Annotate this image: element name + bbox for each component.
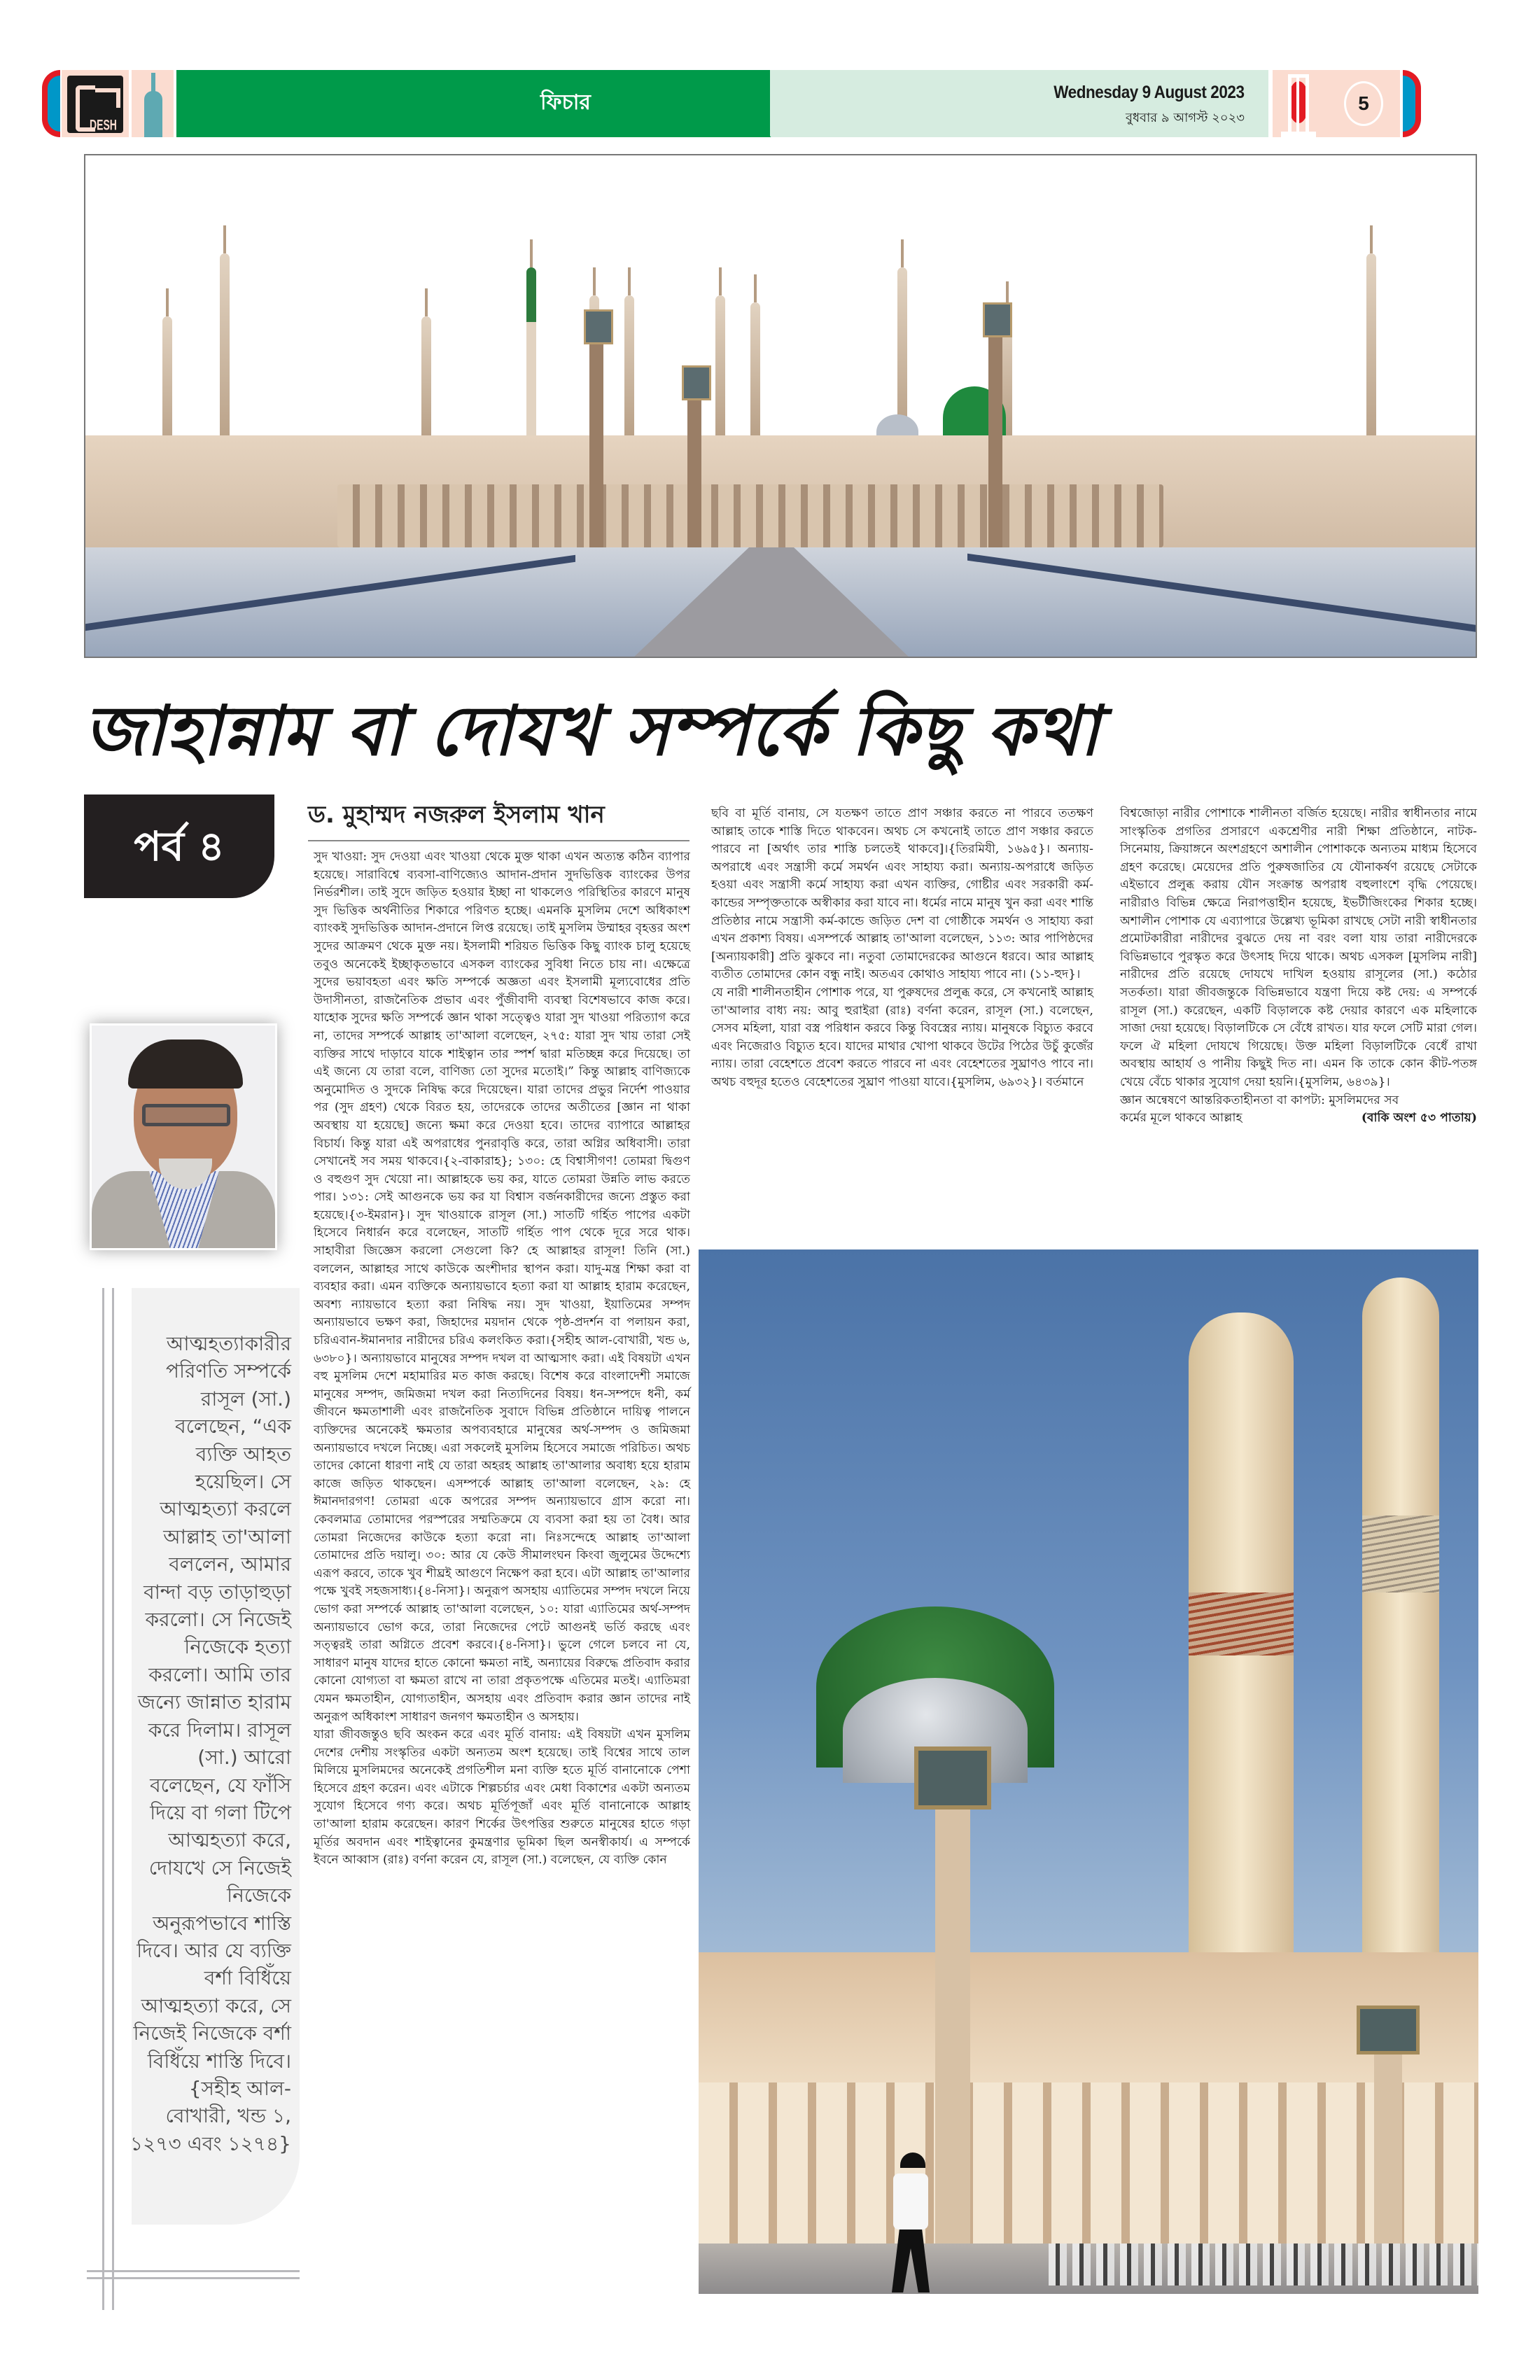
statue-of-liberty-icon [132, 70, 174, 137]
desh-logo[interactable] [62, 70, 129, 137]
martyrs-monument-icon [1288, 74, 1309, 137]
quote-rule-bottom [87, 2270, 300, 2272]
date-bengali: বুধবার ৯ আগস্ট ২০২৩ [1125, 111, 1245, 125]
glasses-icon [142, 1104, 230, 1126]
article-paragraph: সুদ খাওয়া: সুদ দেওয়া এবং খাওয়া থেকে মুক্ত থাকা এখন অত্যন্ত কঠিন ব্যাপার হয়েছে। সারাবিশ্বে ব্যবসা-বাণিজ্যেও আদান-প্রদান সুদভিত্তিক ব্যাংকের উপর নির্ভরশীল। তাই সুদে জড়িত হওয়ার ইচ্ছা না থাকলেও পরিস্থিতির কারণে মানুষ সুদ ভিত্তিক অর্থনীতির শিকারে পরিণত হচ্ছে। এমনকি মুসলিম দেশে অধিকাংশ ব্যাংকই সুদভিত্তিক আদান-প্রদানে লিপ্ত রয়েছে। তাই মুসলিম উম্মাহর বৃহত্তর অংশ সুদের আক্রমণ থেকে মুক্ত নয়। ইসলামী শরিয়ত ভিত্তিক কিছু ব্যাংক চালু হয়েছে তবুও অনেকেই ইচ্ছাকৃতভাবে এসকল ব্যাংকের সুবিধা নিতে চায় না। এক্ষেত্রে সুদের ভয়াবহতা এবং ক্ষতি সম্পর্কে অজ্ঞতা এবং ইসলামী মূল্যবোধের প্রতি উদাসীনতা, রাজনৈতিক প্রভাব এবং পুঁজীবাদী ব্যবস্থা বিশেষভাবে কাজ করে। যাহোক সুদের ক্ষতি সম্পর্কে জ্ঞান থাকা সত্ত্বেও যারা সুদ খাওয়া পরিত্যাগ করে না, তাদের সম্পর্কে আল্লাহ তা'আলা বলেছেন, ২৭৫: যারা সুদ খায় তারা সেই ব্যক্তির সাথে দাড়াবে যাকে শাইত্বান তার স্পর্শ দ্বারা মতিচ্ছন্ন করে দিয়েছে। তা এই জন্যে যে তারা বলে, বাণিজ্য তো সুদের মতোই।” কিন্তু আল্লাহ বাণিজ্যকে অনুমোদিত ও সুদকে নিষিদ্ধ করে দিয়েছেন। যারা তাদের প্রভুর নির্দেশ পাওয়ার পর (সুদ গ্রহণ) থেকে বিরত হয়, তাদেরকে তাদের অতীতের [জ্ঞান না থাকা অবস্থায় যা হয়েছে] জন্যে ক্ষমা করে দেওয়া হবে। তাদের ব্যাপারে আল্লাহর বিচার্য। কিন্তু যারা এই অপরাধের পুনরাবৃত্তি করে, তারা অগ্নির অধিবাসী। তারা সেখানেই সব সময় থাকবে।{২-বাকারাহ}; ১৩০: হে বিশ্বাসীগণ! তোমরা দ্বিগুণ ও বহুগুণ সুদ খেয়ো না। আল্লাহকে ভয় কর, যাতে তোমরা উন্নতি লাভ করতে পার। ১৩১: সেই আগুনকে ভয় কর যা বিশ্বাস বর্জনকারীদের জন্যে প্রস্তুত করা হয়েছে।{৩-ইমরান}। সুদ খাওয়াকে রাসূল (সা.) সাতটি গর্হিত পাপের একটা হিসেবে নিধার্রন করে বলেছেন, সাতটি গর্হিত পাপ থেকে দূরে সরে থাক। সাহাবীরা জিজ্ঞেস করলো সেগুলো কি? হে আল্লাহর রাসূল! তিনি (সা.) বললেন, আল্লাহর সাথে কাউকে অংশীদার স্থাপন করা। যাদু-মন্ত্র শিক্ষা করা বা ব্যবহার করা। এমন ব্যক্তিকে অন্যায়ভাবে হত্যা করা যা আল্লাহ হারাম করেছেন, অবশ্য ন্যায়ভাবে হত্যা করা নিষিদ্ধ নয়। সুদ খাওয়া, ইয়াতিমের সম্পদ অন্যায়ভাবে ভক্ষণ করা, জিহাদের ময়দান থেকে পৃষ্ঠ-প্রদর্শন বা পলায়ন করা, চরিএবান-ঈমানদার নারীদের চরিএ কলংকিত করা।{সহীহ আল-বোখারী, খন্ড ৬, ৬৩৮০}। অন্যায়ভাবে মানুষের সম্পদ দখল বা আত্মসাৎ করা। এই বিষয়টা এখন বহু মুসলিম দেশে মহামারির মত কাজ করছে। বিশেষ করে বাংলাদেশী সমাজে মানুষের সম্পদ, জমিজমা দখল করা নিত্যদিনের বিষয়। ধন-সম্পদে ধনী, কর্ম জীবনে ক্ষমতাশালী এবং রাজনৈতিক সুবাদে বিভিন্ন প্রতিষ্ঠানে দায়িত্ব পালনে ব্যক্তিদের অনেকেই ক্ষমতার অপব্যবহারে মানুষের অর্থ-সম্পদ ও জমিজমা অন্যায়ভাবে দখলে নিচ্ছে। এরা সকলেই মুসলিম হিসেবে সমাজে পরিচিত। অথচ তাদের কোনো ধারণা নাই যে তারা অহরহ আল্লাহ তা'আলার অবাধ্য হয়ে হারাম কাজে জড়িত থাকছেন। এসম্পর্কে আল্লাহ তা'আলা বলেছেন, ২৯: হে ঈমানদারগণ! তোমরা একে অপরের সম্পদ অন্যায়ভাবে গ্রাস করো না। কেবলমাত্র তোমাদের পরস্পরের সম্মতিক্রমে যে ব্যবসা করা হয় তা বৈধ। আর তোমরা নিজেদের কাউকে হত্যা করো না। নিঃসন্দেহে আল্লাহ তা'আলা তোমাদের প্রতি দয়ালু। ৩০: আর যে কেউ সীমালংঘন কিংবা জুলুমের উদ্দেশ্যে এরূপ করবে, তাকে খুব শীঘ্রই আগুণে নিক্ষেপ করা হবে। এটা আল্লাহ তা'আলার পক্ষে খুবই সহজসাধ্য।{৪-নিসা}। অনুরূপ অসহায় এ্যাতিমের সম্পদ দখলে নিয়ে ভোগ করা সম্পর্কে আল্লাহ তা'আলা বলেছেন, ১০: যারা এ্যাতিমের অর্থ-সম্পদ অন্যায়ভাবে ভোগ করে, তারা নিজেদের পেটে আগুনই ভর্তি করছে এবং সত্ত্বরই তারা অগ্নিতে প্রবেশ করবে।{৪-নিসা}। ভুলে গেলে চলবে না যে, সাধারণ মানুষ যাদের হাতে কোনো ক্ষমতা নাই, অন্যায়ের বিরুদ্ধে প্রতিবাদ করার কোনো যোগ্যতা বা ক্ষমতা রাখে না তারা প্রকৃতপক্ষে এতিমের মতই। এ্যাতিমরা যেমন ক্ষমতাহীন, যোগ্যতাহীন, অসহায় এবং প্রতিবাদ করার জ্ঞান তাদের নাই অনুরূপ অধিকাংশ সাধারণ জনগণ ক্ষমতাহীন ও অসহায়। [314, 850, 690, 1724]
article-column-3 [1120, 805, 1477, 1128]
column-3-last-line [1120, 1110, 1477, 1128]
byline-divider [308, 840, 690, 841]
author-byline: ড. মুহাম্মদ নজরুল ইসলাম খান [308, 801, 605, 829]
pull-quote-text: আত্মহত্যাকারীর পরিণতি সম্পর্কে রাসূল (সা.) বলেছেন, “এক ব্যক্তি আহত হয়েছিল। সে আত্মহত্যা করলে আল্লাহ তা'আলা বললেন, আমার বান্দা বড় তাড়াহুড়া করলো। সে নিজেই নিজেকে হত্যা করলো। আমি তার জন্যে জান্নাত হারাম করে দিলাম। রাসূল (সা.) আরো বলেছেন, যে ফাঁসি দিয়ে বা গলা টিপে আত্মহত্যা করে, দোযখে সে নিজেই নিজেকে অনুরূপভাবে শাস্তি দিবে। আর যে ব্যক্তি বর্শা বিধিঁয়ে আত্মহত্যা করে, সে নিজেই নিজেকে বর্শা বিধিঁয়ে শাস্তি দিবে।{সহীহ আল-বোখারী, খন্ড ১, ১২৭৩ এবং ১২৭৪} [130, 1332, 291, 2155]
green-dome-mosque-photo [699, 1250, 1478, 2294]
quote-rule-left [102, 1288, 104, 2310]
article-paragraph: ছবি বা মূর্তি বানায়, সে যতক্ষণ তাতে প্রাণ সঞ্চার করতে না পারবে ততক্ষণ আল্লাহ তাকে শাস্তি দিতে থাকবেন। অথচ সে কখনোই তাতে প্রাণ সঞ্চার করতে পারবে না [অর্থাৎ তার শাস্তি চলতেই থাকবে]।{তিরমিযী, ১৬৯৫}। অন্যায়-অপরাধে এবং সন্ত্রাসী কর্মে সমর্থন এবং সাহায্য করা। অন্যায়-অপরাধে জড়িত হওয়া এবং সন্ত্রাসী কর্মে সাহায্য করা এখন ব্যক্তির, গোষ্টীর এবং সরকারী কর্ম-কান্ডের সম্পৃক্ততাকে অস্বীকার করা যাবে না। ধর্মের নামে মানুষ খুন করা এবং শান্তি প্রতিষ্ঠার নামে সন্ত্রাসী কর্ম-কান্ডে জড়িত দেশ বা গোষ্ঠীকে সমর্থন ও সাহায্য করা এখন প্রকাশ্য বিষয়। এসম্পর্কে আল্লাহ তা'আলা বলেছেন, ১১৩: আর পাপিষ্ঠদের [অন্যায়কারী] প্রতি ঝুকবে না। নতুবা তোমাদেরকের আগুনে ধরবে। আর আল্লাহ ব্যতীত তোমাদের কোন বন্ধু নাই। অতএব কোথাও সাহায্য পাবে না। (১১-হুদ}। [711, 806, 1093, 982]
banner-curve-decoration [770, 70, 847, 137]
pull-quote-box [132, 1288, 300, 2225]
logo-text: DESH [90, 116, 117, 133]
article-column-1 [314, 848, 690, 1870]
author-photo [90, 1023, 277, 1250]
date-english: Wednesday 9 August 2023 [1054, 83, 1245, 102]
header-left-cap-decoration [42, 70, 60, 137]
page-header [0, 70, 1540, 137]
page-number-panel [1273, 70, 1400, 137]
article-paragraph: যারা জীবজন্তুও ছবি অংকন করে এবং মূর্তি বানায়: এই বিষয়টা এখন মুসলিম দেশের দেশীয় সংস্কৃতির একটা অন্যতম অংশ হয়েছে। তাই বিশ্বের সাথে তাল মিলিয়ে মুসলিমদের অনেকেই প্রগতিশীল মনা ব্যক্তি হতে মূর্তি বানানোকে পেশা হিসেবে গ্রহণ করেন। এবং এটাকে শিল্পচর্চার এবং মেধা বিকাশের একটা অন্যতম সুযোগ হিসেবে গণ্য করে। অথচ মূর্তিপূজাঁ এবং মূর্তি বানানোকে আল্লাহ তা'আলা হারাম করেছেন। কারণ শির্কের উৎপত্তির শুরুতে মানুষের হাতে গড়া মূর্তির অবদান এবং শাইত্বানের কুমন্ত্রণার ভূমিকা ছিল অনস্বীকার্য। এ সম্পর্কে ইবনে আব্বাস (রাঃ) বর্ণনা করেন যে, রাসূল (সা.) বলেছেন, যে ব্যক্তি কোন [314, 1728, 690, 1868]
continued-on-page-link[interactable]: (বাকি অংশ ৫৩ পাতায়) [1361, 1111, 1477, 1126]
page-number: 5 [1344, 81, 1383, 126]
date-panel [770, 70, 1268, 137]
article-last-fragment: কর্মের মূলে থাকবে আল্লাহ [1120, 1111, 1242, 1126]
article-paragraph: যে নারী শালীনতাহীন পোশাক পরে, যা পুরুষদের প্রলুব্ধ করে, সে কখনোই আল্লাহ তা'আলার বাধ্য নয়: আবু হুরাইরা (রাঃ) বর্ণনা করেন, রাসূল (সা.) বলেছেন, সেসব মহিলা, যারা বস্ত্র পরিধান করবে কিন্তু বিবস্ত্রের ন্যায়। মানুষকে বিচ্যুত করবে এবং নিজেরাও বিচ্যুত হবে। যাদের মাথার খোপা থাকবে উটের পিঠের উচুঁ কুজেঁর ন্যায়। তারা বেহেশতে প্রবেশ করতে পারবে না এবং বেহেশতের সুঘ্রাণও পাবে না। অথচ বহুদূর হতেও বেহেশতের সুঘ্রাণ পাওয়া যাবে।{মুসলিম, ৬৯৩২}। বর্তমানে [711, 985, 1093, 1089]
article-headline: জাহান্নাম বা দোযখ সম্পর্কে কিছু কথা [84, 691, 1100, 771]
article-column-2 [711, 805, 1093, 1092]
quote-rule-left-inner [112, 1288, 114, 2310]
quote-rule-bottom-inner [87, 2277, 300, 2279]
hero-mosque-panorama-image [84, 154, 1477, 658]
header-right-cap-decoration [1403, 70, 1421, 137]
article-paragraph: জ্ঞান অন্বেষণে আন্তরিকতাহীনতা বা কাপট্য: মুসলিমদের সব [1120, 1093, 1399, 1107]
part-badge: পর্ব ৪ [84, 794, 274, 898]
article-paragraph: বিশ্বজোড়া নারীর পোশাকে শালীনতা বর্জিত হয়েছে। নারীর স্বাধীনতার নামে সাংস্কৃতিক প্রগতির প্রসারণে একশ্রেণীর নারী শিক্ষা প্রতিষ্ঠানে, নাটক-সিনেমায়, ক্রিয়াঙ্গনে অংশগ্রহণে অশালীন পোশাককে অন্যতম মাধ্যম হিসেবে গ্রহণ করেছে। মেয়েদের প্রতি পুরুষজাতির যে যৌনাকর্ষণ রয়েছে সেটাকে এইভাবে প্রলুব্ধ করায় যৌন সংক্রান্ত অপরাধ বহুলাংশে বৃদ্ধি পেয়েছে। নারীরাও বিভিন্ন ক্ষেত্রে নিরাপত্তাহীন হয়েছে, ইভটীজিংকের শিকার হচ্ছে। অশালীন পোশাক যে এব্যাপারে উল্লেখ্য ভূমিকা রাখছে সেটা নারী স্বাধীনতার প্রমোটকারীরা নারীদের বুঝতে দেয় না বরং বলা যায় তারা নারীদেরকে বিভিন্নভাবে পুরস্কৃত করে উৎসাহ দিয়ে থাকে। অথচ এসকল [মুসলিম নারী] নারীদের প্রতি রয়েছে দোযখে দাখিল হওয়ায় রাসূলের (সা.) কঠোর সতর্কতা। যারা জীবজন্তুকে বিভিন্নভাবে যন্ত্রণা দিয়ে কষ্ট দেয়: এ সম্পর্কে রাসূল (সা.) করেছেন, একটি বিড়ালকে কষ্ট দেয়ার কারণে এক মহিলাকে সাজা দেয়া হয়েছে। বিড়ালটিকে সে বেঁধে রাখত। যার ফলে সেটি মারা গেল। ফলে ঐ মহিলা দোযখে গিয়েছে। উক্ত মহিলা বিড়ালটিকে বেধেঁ রাখা অবস্থায় আহার্য ও পানীয় কিছুই দিত না। এমন কি তাকে কোন কীট-পতঙ্গ খেয়ে বেঁচে থাকার সুযোগ দেয়া হয়নি।{মুসলিম, ৬৪৩৯}। [1120, 806, 1477, 1089]
section-label: ফিচার [540, 90, 591, 115]
